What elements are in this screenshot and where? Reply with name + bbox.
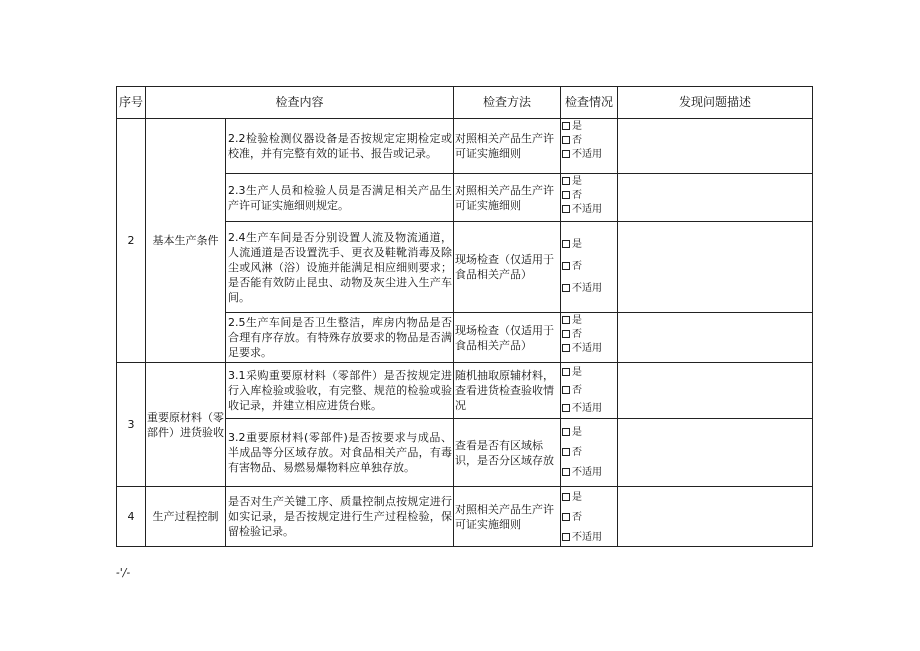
item-content: 3.2重要原材料(零部件)是否按要求与成品、半成品等分区域存放。对食品相关产品，有毒有害物品、易燃易爆物料应单独存放。 xyxy=(226,419,454,487)
checkbox-icon[interactable] xyxy=(562,386,570,394)
option-na[interactable]: 不适用 xyxy=(561,282,617,296)
group-number: 4 xyxy=(117,487,146,547)
issue-description-cell[interactable] xyxy=(618,174,813,222)
checkbox-icon[interactable] xyxy=(562,122,570,130)
checkbox-icon[interactable] xyxy=(562,368,570,376)
item-method: 查看是否有区域标识，是否分区域存放 xyxy=(454,419,561,487)
issue-description-cell[interactable] xyxy=(618,363,813,419)
col-header-content: 检查内容 xyxy=(146,87,454,119)
col-header-status: 检查情况 xyxy=(561,87,618,119)
col-header-issues: 发现问题描述 xyxy=(618,87,813,119)
page-number: -'/- xyxy=(116,566,131,579)
issue-description-cell[interactable] xyxy=(618,419,813,487)
group-name: 生产过程控制 xyxy=(146,487,226,547)
group-number: 2 xyxy=(117,119,146,363)
checkbox-icon[interactable] xyxy=(562,240,570,248)
option-na[interactable]: 不适用 xyxy=(561,531,617,545)
option-na[interactable]: 不适用 xyxy=(561,203,617,217)
issue-description-cell[interactable] xyxy=(618,313,813,363)
option-yes[interactable]: 是 xyxy=(561,491,617,505)
item-method: 现场检查（仅适用于食品相关产品） xyxy=(454,313,561,363)
checkbox-icon[interactable] xyxy=(562,205,570,213)
option-yes[interactable]: 是 xyxy=(561,238,617,252)
checkbox-icon[interactable] xyxy=(562,493,570,501)
option-yes[interactable]: 是 xyxy=(561,426,617,440)
col-header-method: 检查方法 xyxy=(454,87,561,119)
option-no[interactable]: 否 xyxy=(561,189,617,203)
inspection-table xyxy=(116,86,813,547)
status-options xyxy=(561,363,618,419)
table-row xyxy=(117,119,813,174)
item-content: 2.5生产车间是否卫生整洁，库房内物品是否合理有序存放。有特殊存放要求的物品是否满足要求。 xyxy=(226,313,454,363)
item-content: 3.1采购重要原材料（零部件）是否按规定进行入库检验或验收，有完整、规范的检验或验收记录，并建立相应进货台账。 xyxy=(226,363,454,419)
option-na[interactable]: 不适用 xyxy=(561,402,617,416)
option-no[interactable]: 否 xyxy=(561,384,617,398)
issue-description-cell[interactable] xyxy=(618,487,813,547)
status-options xyxy=(561,313,618,363)
item-method: 对照相关产品生产许可证实施细则 xyxy=(454,174,561,222)
item-content: 是否对生产关键工序、质量控制点按规定进行如实记录，是否按规定进行生产过程检验，保留检验记录。 xyxy=(226,487,454,547)
option-no[interactable]: 否 xyxy=(561,260,617,274)
status-options xyxy=(561,222,618,313)
checkbox-icon[interactable] xyxy=(562,150,570,158)
checkbox-icon[interactable] xyxy=(562,330,570,338)
group-name: 基本生产条件 xyxy=(146,119,226,363)
option-no[interactable]: 否 xyxy=(561,328,617,342)
option-na[interactable]: 不适用 xyxy=(561,466,617,480)
table-row xyxy=(117,487,813,547)
option-yes[interactable]: 是 xyxy=(561,314,617,328)
checkbox-icon[interactable] xyxy=(562,533,570,541)
checkbox-icon[interactable] xyxy=(562,177,570,185)
option-no[interactable]: 否 xyxy=(561,134,617,148)
group-number: 3 xyxy=(117,363,146,487)
item-method: 随机抽取原辅材料，查看进货检查验收情况 xyxy=(454,363,561,419)
col-header-no: 序号 xyxy=(117,87,146,119)
item-method: 对照相关产品生产许可证实施细则 xyxy=(454,119,561,174)
item-content: 2.3生产人员和检验人员是否满足相关产品生产许可证实施细则规定。 xyxy=(226,174,454,222)
item-method: 现场检查（仅适用于食品相关产品） xyxy=(454,222,561,313)
checkbox-icon[interactable] xyxy=(562,468,570,476)
status-options xyxy=(561,487,618,547)
checkbox-icon[interactable] xyxy=(562,448,570,456)
header-row xyxy=(117,87,813,119)
option-na[interactable]: 不适用 xyxy=(561,342,617,356)
option-yes[interactable]: 是 xyxy=(561,366,617,380)
checkbox-icon[interactable] xyxy=(562,513,570,521)
checkbox-icon[interactable] xyxy=(562,262,570,270)
issue-description-cell[interactable] xyxy=(618,119,813,174)
item-content: 2.4生产车间是否分别设置人流及物流通道，人流通道是否设置洗手、更衣及鞋靴消毒及除尘或风淋（浴）设施并能满足相应细则要求；是否能有效防止昆虫、动物及灰尘进入生产车间。 xyxy=(226,222,454,313)
group-name: 重要原材料（零部件）进货验收 xyxy=(146,363,226,487)
option-yes[interactable]: 是 xyxy=(561,120,617,134)
option-yes[interactable]: 是 xyxy=(561,175,617,189)
status-options xyxy=(561,419,618,487)
status-options xyxy=(561,174,618,222)
status-options xyxy=(561,119,618,174)
checkbox-icon[interactable] xyxy=(562,136,570,144)
option-no[interactable]: 否 xyxy=(561,446,617,460)
item-content: 2.2检验检测仪器设备是否按规定定期检定或校准，并有完整有效的证书、报告或记录。 xyxy=(226,119,454,174)
checkbox-icon[interactable] xyxy=(562,344,570,352)
checkbox-icon[interactable] xyxy=(562,428,570,436)
issue-description-cell[interactable] xyxy=(618,222,813,313)
checkbox-icon[interactable] xyxy=(562,191,570,199)
option-no[interactable]: 否 xyxy=(561,511,617,525)
checkbox-icon[interactable] xyxy=(562,316,570,324)
item-method: 对照相关产品生产许可证实施细则 xyxy=(454,487,561,547)
option-na[interactable]: 不适用 xyxy=(561,148,617,162)
table-row xyxy=(117,363,813,419)
checkbox-icon[interactable] xyxy=(562,404,570,412)
checkbox-icon[interactable] xyxy=(562,284,570,292)
